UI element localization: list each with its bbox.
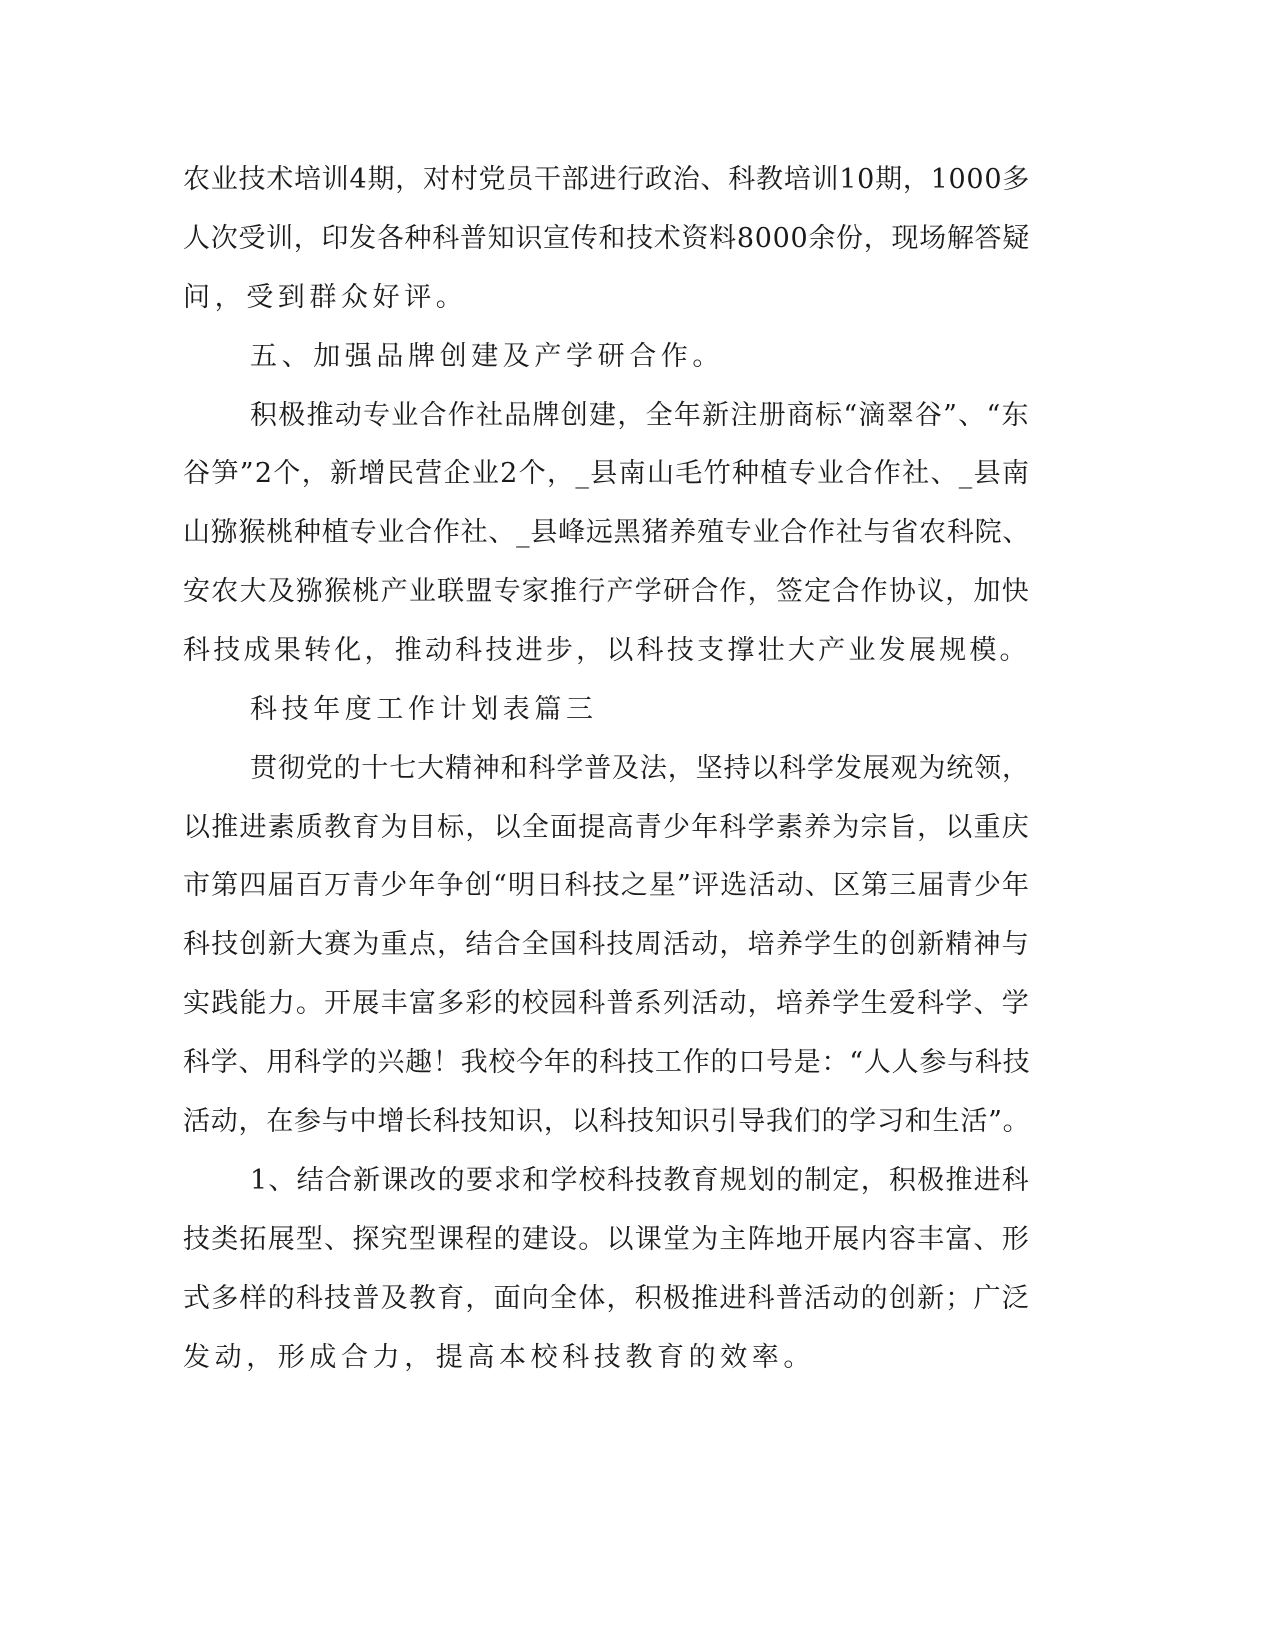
text-line: 1、结合新课改的要求和学校科技教育规划的制定，积极推进科 — [250, 1165, 1030, 1196]
text-line: 人次受训，印发各种科普知识宣传和技术资料8000余份，现场解答疑 — [183, 223, 1030, 254]
text-line: 安农大及猕猴桃产业联盟专家推行产学研合作，签定合作协议，加快 — [183, 576, 1030, 607]
section-heading: 五、加强品牌创建及产学研合作。 — [250, 341, 724, 372]
text-line: 活动，在参与中增长科技知识，以科技知识引导我们的学习和生活”。 — [183, 1106, 1031, 1137]
text-line: 山猕猴桃种植专业合作社、_县峰远黑猪养殖专业合作社与省农科院、 — [183, 517, 1031, 548]
text-line: 积极推动专业合作社品牌创建，全年新注册商标“滴翠谷”、“东 — [250, 400, 1030, 431]
text-line: 以推进素质教育为目标，以全面提高青少年科学素养为宗旨，以重庆 — [183, 812, 1030, 843]
text-line: 发动，形成合力，提高本校科技教育的效率。 — [183, 1342, 815, 1373]
text-line: 贯彻党的十七大精神和科学普及法，坚持以科学发展观为统领， — [250, 753, 1030, 784]
text-line: 技类拓展型、探究型课程的建设。以课堂为主阵地开展内容丰富、形 — [183, 1224, 1030, 1255]
text-line: 问，受到群众好评。 — [183, 282, 468, 313]
text-line: 式多样的科技普及教育，面向全体，积极推进科普活动的创新；广泛 — [183, 1283, 1030, 1314]
text-line: 科学、用科学的兴趣！我校今年的科技工作的口号是：“人人参与科技 — [183, 1047, 1031, 1078]
text-line: 科技创新大赛为重点，结合全国科技周活动，培养学生的创新精神与 — [183, 929, 1030, 960]
text-line: 市第四届百万青少年争创“明日科技之星”评选活动、区第三届青少年 — [183, 870, 1031, 901]
text-line: 谷笋”2个，新增民营企业2个，_县南山毛竹种植专业合作社、_县南 — [183, 458, 1031, 489]
text-line: 农业技术培训4期，对村党员干部进行政治、科教培训10期，1000多 — [183, 164, 1031, 195]
text-line: 科技成果转化，推动科技进步，以科技支撑壮大产业发展规模。 — [183, 635, 1030, 666]
section-heading: 科技年度工作计划表篇三 — [250, 694, 598, 725]
text-line: 实践能力。开展丰富多彩的校园科普系列活动，培养学生爱科学、学 — [183, 988, 1030, 1019]
